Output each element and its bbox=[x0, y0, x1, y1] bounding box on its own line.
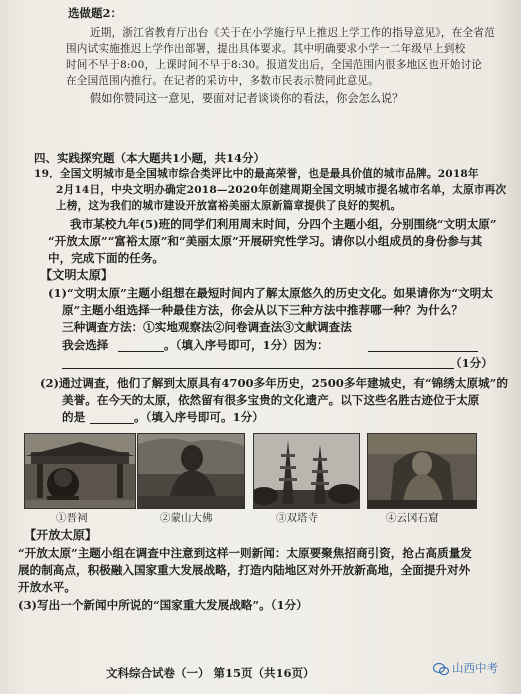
page-footer: 文科综合试卷（一） 第15页（共16页） bbox=[106, 666, 315, 680]
choose-question-line: 时间不早于8:00，上课时间不早于8:30。报道发出后，全国范围内很多地区也开始讨论 bbox=[66, 59, 483, 71]
photo-twin-pagoda bbox=[253, 433, 360, 509]
open-line: 展的制高点，积极融入国家重大发展战略，打造内陆地区对外开放新高地，全面提升对外 bbox=[18, 563, 471, 577]
wechat-icon bbox=[433, 662, 449, 676]
tag-civil: 【文明太原】 bbox=[40, 268, 114, 282]
q1-line: (1)“文明太原”主题小组想在最短时间内了解太原悠久的历史文化。如果请你为“文明太 bbox=[48, 286, 493, 300]
q19-line: 中，完成下面的任务。 bbox=[48, 251, 164, 265]
photo-mengshan-buddha bbox=[137, 433, 245, 509]
caption-photo-1: ①晋祠 bbox=[56, 512, 88, 524]
q1-answer-blank[interactable] bbox=[118, 351, 164, 352]
q19-line: 2月14日，中央文明办确定2018—2020年创建周期全国文明城市提名城市名单，太原市再次 bbox=[56, 184, 507, 196]
q19-line: 上榜，这为我们的城市建设开放富裕美丽太原新篇章提供了良好的契机。 bbox=[56, 200, 402, 212]
choose-question-prompt: 假如你赞同这一意见，要面对记者谈谈你的看法，你会怎么说？ bbox=[90, 92, 404, 105]
choose-question-title: 选做题2： bbox=[68, 6, 123, 20]
q19-line: 19．全国文明城市是全国城市综合类评比中的最高荣誉，也是最具价值的城市品牌。2018年 bbox=[34, 168, 479, 180]
choose-question-line: 在全国范围内推行。在记者的采访中，多数市民表示赞同此意见。 bbox=[66, 75, 380, 87]
watermark-label: 山西中考 bbox=[452, 661, 498, 675]
caption-photo-2: ②蒙山大佛 bbox=[160, 512, 213, 524]
q2-line: (2)通过调查，他们了解到太原具有4700多年历史，2500多年建城史，有“锦绣太原城”的 bbox=[40, 376, 508, 390]
choose-question-line: 近期，浙江省教育厅出台《关于在小学施行早上推迟上学工作的指导意见》，在全省范 bbox=[90, 27, 495, 39]
section-heading: 四、实践探究题（本大题共1小题，共14分） bbox=[34, 151, 266, 165]
q1-answer-prefix: 我会选择 bbox=[62, 338, 109, 352]
caption-photo-4: ④云冈石窟 bbox=[386, 512, 439, 524]
q1-reason-blank[interactable] bbox=[368, 351, 478, 352]
q1-reason-blank-2[interactable] bbox=[62, 368, 454, 369]
open-line: “开放太原”主题小组在调查中注意到这样一则新闻：太原要聚焦招商引资，抢占高质量发 bbox=[18, 546, 472, 560]
photo-yungang-grottoes bbox=[367, 433, 477, 509]
q2-answer-blank[interactable] bbox=[90, 423, 134, 424]
q1-answer-suffix: 。（填入序号即可，1分）因为： bbox=[164, 338, 329, 352]
q2-line: 的是 bbox=[62, 410, 86, 424]
tag-open: 【开放太原】 bbox=[24, 528, 98, 542]
q1-line: 原”主题小组选择一种最佳方法，你会从以下三种方法中推荐哪一种？为什么？ bbox=[62, 303, 463, 317]
q2-line: 美誉。在今天的太原，依然留有很多宝贵的文化遗产。以下这些名胜古迹位于太原 bbox=[62, 393, 480, 407]
choose-question-line: 围内试实施推迟上学作出部署，提出具体要求。其中明确要求小学一二年级早上到校 bbox=[66, 43, 466, 55]
photo-jinci bbox=[24, 433, 136, 509]
open-line: 开放水平。 bbox=[18, 580, 76, 594]
q1-score: （1分） bbox=[450, 356, 493, 370]
q19-line: 我市某校九年(5)班的同学们利用周末时间，分四个主题小组，分别围绕“文明太原” bbox=[70, 217, 497, 231]
q3-line: (3)写出一个新闻中所说的“国家重大发展战略”。（1分） bbox=[18, 598, 308, 612]
q2-hint: 。（填入序号即可。1分） bbox=[134, 410, 264, 424]
q19-line: “开放太原”“富裕太原”和“美丽太原”开展研究性学习。请你以小组成员的身份参与其 bbox=[48, 234, 483, 248]
q1-methods: 三种调查方法：①实地观察法②问卷调查法③文献调查法 bbox=[62, 320, 352, 334]
caption-photo-3: ③双塔寺 bbox=[276, 512, 318, 524]
